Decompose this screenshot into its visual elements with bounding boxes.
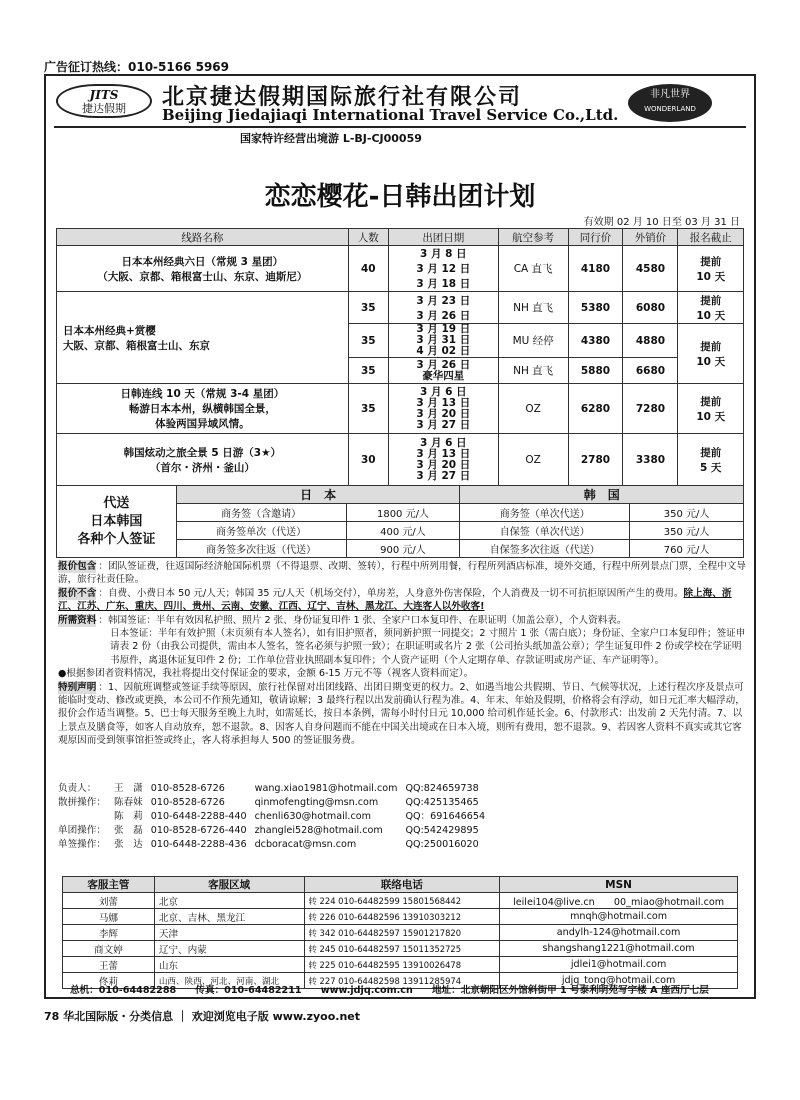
deadline-cell: 提前 5 天 — [678, 434, 744, 486]
table-header-row — [57, 229, 744, 246]
cs-col-manager: 客服主管 — [63, 877, 155, 893]
airline-cell: OZ — [498, 384, 568, 434]
airline-cell: OZ — [498, 434, 568, 486]
contact-row — [58, 810, 493, 824]
cs-header-row — [63, 877, 738, 893]
cs-name: 李辉 — [63, 925, 155, 941]
col-airline: 航空参考 — [498, 229, 568, 246]
col-deadline: 报名截止 — [678, 229, 744, 246]
col-peer-price: 同行价 — [568, 229, 623, 246]
col-retail-price: 外销价 — [623, 229, 678, 246]
header-divider — [54, 126, 746, 128]
jp-visa-type: 商务签（含邀请） — [176, 504, 346, 522]
retail-price-cell: 7280 — [623, 384, 678, 434]
kr-visa-type: 自保签多次往返（代送） — [460, 540, 630, 558]
people-cell: 35 — [348, 324, 388, 358]
cs-area: 北京 — [154, 893, 304, 909]
peer-price-cell: 4380 — [568, 324, 623, 358]
cs-tel: 转 245 010-64482597 15011352725 — [304, 941, 500, 957]
retail-price-cell: 6080 — [623, 292, 678, 324]
price-include — [58, 560, 746, 587]
contact-row — [58, 838, 493, 852]
route-name: 日本本州经典+赏樱 — [63, 324, 156, 337]
contact-email: chenli630@hotmail.com — [254, 811, 371, 822]
airline-cell: MU 经停 — [498, 324, 568, 358]
cs-col-msn: MSN — [500, 877, 738, 893]
visa-table — [56, 485, 744, 558]
contact-qq: QQ:250016020 — [405, 839, 479, 850]
contact-email: zhanglei528@hotmail.com — [254, 825, 383, 836]
cs-tel: 转 224 010-64482599 15801568442 — [304, 893, 500, 909]
deposit-note: ●根据参团者资料情况，我社将提出交付保证金的要求，金额 6-15 万元不等（视客人资料而定）。 — [58, 668, 474, 680]
notes-section — [58, 560, 746, 748]
dates-cell: 3 月 23 日 3 月 26 日 — [388, 292, 498, 324]
retail-price-cell: 6680 — [623, 358, 678, 384]
cs-area: 天津 — [154, 925, 304, 941]
table-row — [57, 246, 744, 292]
jits-logo — [56, 84, 152, 118]
route-cell — [57, 292, 349, 384]
visa-service-label: 代送 日本韩国 各种个人签证 — [57, 486, 177, 558]
visa-header-row — [57, 486, 744, 504]
retail-price-cell: 3380 — [623, 434, 678, 486]
jp-visa-price: 1800 元/人 — [346, 504, 460, 522]
include-tag: 报价包含 — [58, 561, 97, 572]
cs-msn: jdlei1@hotmail.com — [500, 957, 738, 973]
price-exclude — [58, 587, 746, 614]
people-cell: 35 — [348, 384, 388, 434]
company-name-cn: 北京捷达假期国际旅行社有限公司 — [162, 84, 523, 110]
table-row — [57, 434, 744, 486]
airline-cell: CA 直飞 — [498, 246, 568, 292]
route-sub: 大阪、京都、箱根富士山、东京 — [63, 339, 210, 352]
exclude-tag: 报价不含 — [58, 587, 97, 599]
route-sub: （大阪、京都、箱根富士山、东京、迪斯尼） — [97, 270, 308, 283]
contact-list — [58, 782, 493, 852]
exclude-text: ：自费、小费日本 50 元/人天；韩国 35 元/人天（机场交付），单房差，人身意外伤害保险，个人消费及一切不可抗拒原因所产生的费用。 — [98, 587, 684, 599]
cs-row — [63, 941, 738, 957]
cs-area: 辽宁、内蒙 — [154, 941, 304, 957]
logo-text: JITS — [89, 88, 119, 102]
cs-area: 山西、陕西、河北、河南、湖北 — [154, 973, 304, 989]
table-row — [57, 292, 744, 324]
dates-cell: 3 月 8 日 3 月 12 日 3 月 18 日 — [388, 246, 498, 292]
route-cell — [57, 384, 349, 434]
route-cell — [57, 246, 349, 292]
people-cell: 40 — [348, 246, 388, 292]
cs-tel: 转 226 010-64482596 13910303212 — [304, 909, 500, 925]
contact-qq: QQ:542429895 — [405, 825, 479, 836]
contact-row — [58, 796, 493, 810]
contact-email: wang.xiao1981@hotmail.com — [254, 783, 398, 794]
include-text: ：团队签证费，往返国际经济舱国际机票（不得退票、改期、签转），行程中所列用餐，行程所列酒店标准，境外交通，行程中所列景点门票，全程中文导游，旅行社责任险。 — [58, 561, 746, 586]
route-cell — [57, 434, 349, 486]
deadline-cell: 提前 10 天 — [678, 292, 744, 324]
contact-qq: QQ:425135465 — [405, 797, 479, 808]
cs-row — [63, 909, 738, 925]
cs-tel: 转 225 010-64482595 13910026478 — [304, 957, 500, 973]
peer-price-cell: 5880 — [568, 358, 623, 384]
contact-role — [58, 810, 114, 824]
ad-hotline: 广告征订热线：010-5166 5969 — [44, 60, 230, 74]
cs-name: 佟莉 — [63, 973, 155, 989]
cs-col-area: 客服区域 — [154, 877, 304, 893]
cs-area: 山东 — [154, 957, 304, 973]
jp-visa-type: 商务签单次（代送） — [176, 522, 346, 540]
contact-name: 王 潇 — [113, 783, 143, 794]
cs-col-tel: 联络电话 — [304, 877, 500, 893]
col-people: 人数 — [348, 229, 388, 246]
contact-qq: QQ：691646654 — [405, 811, 486, 822]
contact-email: qinmofengting@msn.com — [254, 797, 379, 808]
contact-email: dcboracat@msn.com — [254, 839, 357, 850]
visa-korea-header: 韩 国 — [460, 486, 744, 504]
japan-docs: 日本签证：半年有效护照（末页须有本人签名），如有旧护照者，须同新护照一同提交；2 寸照片 1 张（需白底）；身份证、全家户口本复印件；签证申请表 2 份（由我公司提供，需由本人签名，签名必须与护照一致）；在职证明或名片 2 张（公司抬头纸加盖公章）；学生证复印件 2 份或学校在学证明书原件，离退休证复印件 2 份；工作单位营业执照副本复印件；个人资产证明（个人定期存单、存款证明或房产证、车产证明等）。 — [110, 628, 746, 666]
contact-name: 张 磊 — [113, 825, 143, 836]
cs-msn: shangshang1221@hotmail.com — [500, 941, 738, 957]
deadline-cell: 提前 10 天 — [678, 384, 744, 434]
page-title: 恋恋樱花-日韩出团计划 — [264, 182, 536, 212]
dates-cell: 3 月 26 日 豪华四星 — [388, 358, 498, 384]
cs-area: 北京、吉林、黑龙江 — [154, 909, 304, 925]
logo-right-subtext: WONDERLAND — [644, 105, 696, 113]
peer-price-cell: 2780 — [568, 434, 623, 486]
contact-phone: 010-8528-6726 — [150, 783, 225, 794]
col-route: 线路名称 — [57, 229, 349, 246]
region-restriction: 除上海、浙江、江苏、广东、重庆、四川、贵州、云南、安徽、江西、辽宁、吉林、黑龙江、大连客人以外收客! — [58, 587, 732, 613]
contact-row — [58, 782, 493, 796]
route-sub: 畅游日本本州，纵横韩国全景， 体验两国异域风情。 — [128, 403, 276, 430]
tour-table — [56, 228, 744, 486]
special-text: ：1、因航班调整或签证手续等原因，旅行社保留对出团线路、出团日期变更的权力。2、如遇当地公共假期、节日、气候等状况，上述行程次序及景点可能临时变动、修改或更换，本公司不作预先通知，敬请谅解；3 最终行程以出发前确认行程为准。4、年末、年始及假期，价格将会有浮动，如日元汇率大幅浮动，报价会作适当调整。5、巴士每天服务至晚上九时，如需延长，按日本条例，需每小时付日元 10,000 给司机作延长金。6、付款形式：出发前 2 天先付清。7、以上景点及膳食等，如客人自动放弃，恕不退款。8、因客人自身问题而不能在中国关出境或在日本入境，则所有费用，恕不退款。9、若因客人资料不真实或其它客观原因而受到领事馆拒签或终止，客人将承担每人 500 的签证服务费。 — [58, 681, 745, 747]
peer-price-cell: 4180 — [568, 246, 623, 292]
company-contact-footer: 总机：010-64482288 传真：010-64482211 www.jdjq.com.cn 地址：北京朝阳区外馆斜街甲 1 号泰利明苑写字楼 A 座西厅七层 — [70, 985, 709, 996]
logo-subtext: 捷达假期 — [82, 102, 126, 115]
retail-price-cell: 4880 — [623, 324, 678, 358]
route-sub: （首尔・济州・釜山） — [149, 461, 255, 474]
deadline-cell: 提前 10 天 — [678, 246, 744, 292]
route-name: 韩国炫动之旅全景 5 日游（3★） — [123, 446, 282, 459]
contact-role: 单签操作： — [58, 839, 106, 850]
korea-docs-text: ：韩国签证：半年有效因私护照、照片 2 张、身份证复印件 1 张、全家户口本复印件、在职证明（加盖公章），个人资料表。 — [98, 614, 627, 626]
cs-msn: andylh-124@hotmail.com — [500, 925, 738, 941]
visa-japan-header: 日 本 — [176, 486, 460, 504]
contact-phone: 010-8528-6726 — [150, 797, 225, 808]
contact-name: 陈春妹 — [113, 797, 143, 808]
contact-phone: 010-8528-6726-440 — [150, 825, 247, 836]
people-cell: 30 — [348, 434, 388, 486]
table-row — [57, 384, 744, 434]
people-cell: 35 — [348, 358, 388, 384]
cs-row — [63, 925, 738, 941]
contact-role: 单团操作： — [58, 825, 106, 836]
jp-visa-price: 400 元/人 — [346, 522, 460, 540]
kr-visa-price: 350 元/人 — [630, 504, 744, 522]
wonderland-logo — [628, 84, 712, 122]
route-name: 日韩连线 10 天（常规 3-4 星团） — [120, 388, 285, 400]
cs-name: 马娜 — [63, 909, 155, 925]
airline-cell: NH 直飞 — [498, 358, 568, 384]
airline-cell: NH 直飞 — [498, 292, 568, 324]
special-statement — [58, 681, 746, 748]
license-number: 国家特许经营出境游 L-BJ-CJ00059 — [240, 132, 422, 145]
jp-visa-price: 900 元/人 — [346, 540, 460, 558]
peer-price-cell: 6280 — [568, 384, 623, 434]
route-name: 日本本州经典六日（常规 3 星团） — [121, 255, 284, 268]
col-dates: 出团日期 — [388, 229, 498, 246]
cs-name: 刘蕾 — [63, 893, 155, 909]
contact-row — [58, 824, 493, 838]
customer-service-table — [62, 876, 738, 989]
contact-phone: 010-6448-2288-436 — [150, 839, 247, 850]
contact-qq: QQ:824659738 — [405, 783, 479, 794]
logo-right-text: 非凡世界 — [650, 89, 690, 100]
cs-row — [63, 893, 738, 909]
required-docs — [58, 614, 746, 627]
jp-visa-type: 商务签多次往返（代送） — [176, 540, 346, 558]
page-footer: 78 华北国际版・分类信息 ｜ 欢迎浏览电子版 www.zyoo.net — [44, 1010, 361, 1023]
dates-cell: 3 月 6 日 3 月 13 日 3 月 20 日 3 月 27 日 — [388, 434, 498, 486]
kr-visa-price: 350 元/人 — [630, 522, 744, 540]
dates-cell: 3 月 19 日 3 月 31 日 4 月 02 日 — [388, 324, 498, 358]
special-tag: 特别声明 — [58, 681, 97, 693]
peer-price-cell: 5380 — [568, 292, 623, 324]
contact-role: 散拼操作： — [58, 797, 106, 808]
contact-name: 张 达 — [113, 839, 143, 850]
people-cell: 35 — [348, 292, 388, 324]
contact-role: 负责人： — [58, 783, 97, 794]
dates-cell: 3 月 6 日 3 月 13 日 3 月 20 日 3 月 27 日 — [388, 384, 498, 434]
retail-price-cell: 4580 — [623, 246, 678, 292]
cs-msn: mnqh@hotmail.com — [500, 909, 738, 925]
cs-name: 王蕾 — [63, 957, 155, 973]
kr-visa-type: 自保签（单次代送） — [460, 522, 630, 540]
cs-tel: 转 227 010-64482598 13911285974 — [304, 973, 500, 989]
kr-visa-type: 商务签（单次代送） — [460, 504, 630, 522]
contact-phone: 010-6448-2288-440 — [150, 811, 247, 822]
cs-row — [63, 957, 738, 973]
kr-visa-price: 760 元/人 — [630, 540, 744, 558]
deadline-cell: 提前 10 天 — [678, 324, 744, 384]
contact-name: 陈 莉 — [113, 811, 143, 822]
validity-period: 有效期 02 月 10 日至 03 月 31 日 — [583, 217, 740, 228]
cs-name: 商文婷 — [63, 941, 155, 957]
cs-tel: 转 342 010-64482597 15901217820 — [304, 925, 500, 941]
docs-tag: 所需资料 — [58, 614, 97, 626]
cs-msn: leilei104@live.cn 00_miao@hotmail.com — [500, 893, 738, 909]
company-name-en: Beijing Jiedajiaqi International Travel Service Co.,Ltd. — [162, 106, 619, 124]
cs-msn: jdjq_tong@hotmail.com — [500, 973, 738, 989]
